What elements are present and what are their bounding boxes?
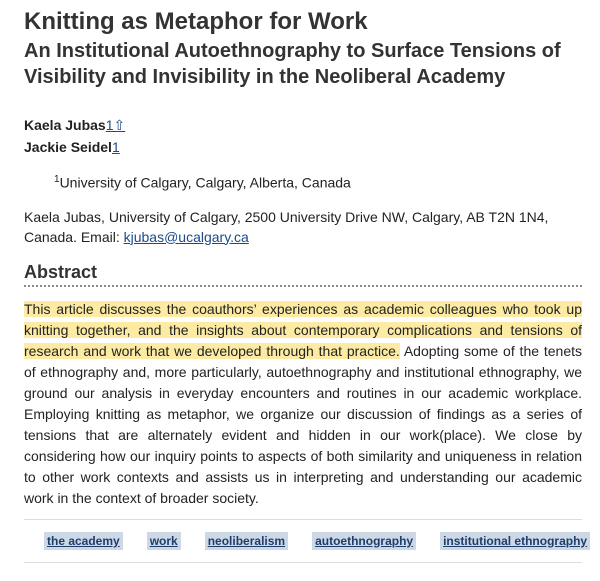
highlighted-text[interactable]: This article discusses the coauthors’ experiences as academic colleagues who took up knitting together, and the insights about contemporary complications and tensions of research and work that we developed through that practice. — [24, 300, 582, 359]
author-list — [24, 114, 582, 158]
affiliation-number: 1 — [54, 174, 60, 185]
email-link[interactable]: kjubas@ucalgary.ca — [123, 228, 249, 245]
author-item — [24, 136, 582, 158]
corresponding-author-icon[interactable]: ⇧ — [113, 117, 126, 133]
contact-info — [24, 207, 582, 247]
abstract-text — [24, 299, 582, 509]
contact-address: Kaela Jubas, University of Calgary, 2500 University Drive NW, Calgary, AB T2N 1N4, Canada. Email: — [24, 208, 549, 245]
abstract-rest: Adopting some of the tenets of ethnography and, more particularly, autoethnography and institutional ethnography, we ground our analysis in everyday encounters and routines in our academic workplace. Employing knitting as metaphor, we organize our discussion of findings as a series of tensions that are alternately evident and hidden in our work(place). We close by considering how our inquiry points to aspects of both similarity and uniqueness in relation to other work contexts and assists us in interpreting and understanding our academic work in the context of broader society. — [24, 342, 582, 506]
keyword-tag[interactable]: institutional ethnography — [440, 532, 590, 550]
keyword-tag[interactable]: the academy — [44, 532, 123, 550]
author-name: Kaela Jubas — [24, 117, 106, 133]
abstract-heading: Abstract — [24, 261, 582, 287]
keyword-list — [24, 519, 588, 563]
affiliation-link[interactable]: 1 — [111, 139, 120, 155]
keyword-tag[interactable]: work — [147, 532, 181, 550]
author-name: Jackie Seidel — [24, 139, 112, 155]
author-item — [24, 114, 582, 136]
affiliation — [54, 170, 582, 193]
affiliation-text: University of Calgary, Calgary, Alberta, Canada — [59, 174, 351, 191]
keyword-tag[interactable]: neoliberalism — [205, 532, 288, 550]
article-subtitle: An Institutional Autoethnography to Surface Tensions of Visibility and Invisibility in the Neoliberal Academy — [24, 40, 561, 88]
article-title: Knitting as Metaphor for Work — [24, 8, 368, 35]
keyword-tag[interactable]: autoethnography — [312, 532, 416, 550]
article-page — [24, 8, 588, 563]
affiliation-link[interactable]: 1 — [105, 117, 114, 133]
